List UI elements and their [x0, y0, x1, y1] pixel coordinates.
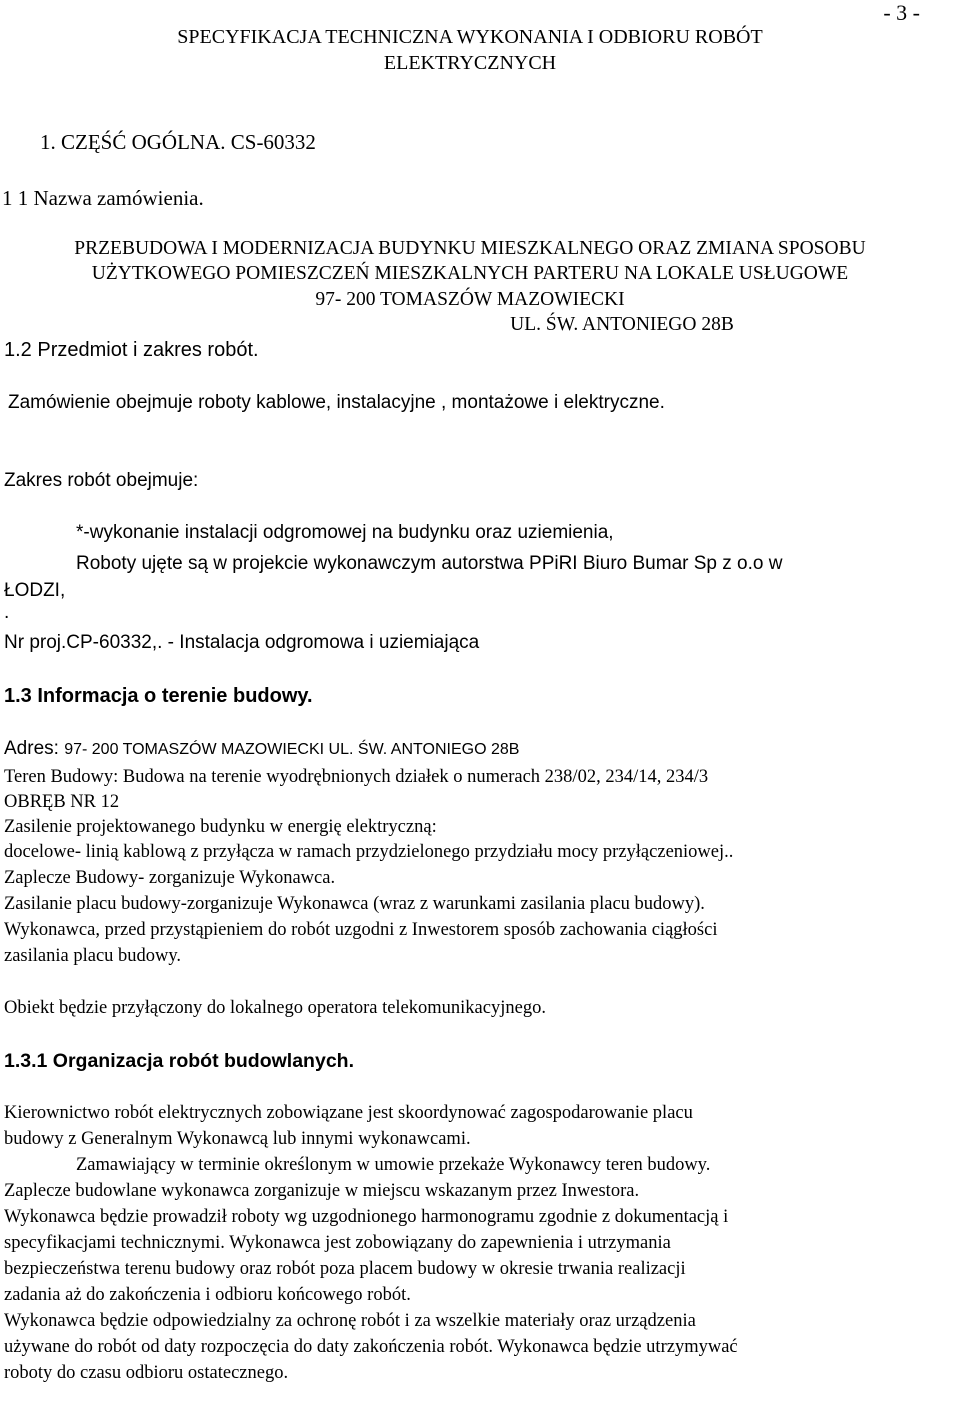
organization-line: Zamawiający w terminie określonym w umowie przekaże Wykonawcy teren budowy. — [76, 1155, 711, 1175]
project-name-line: UL. ŚW. ANTONIEGO 28B — [510, 314, 734, 335]
address-value: 97- 200 TOMASZÓW MAZOWIECKI UL. ŚW. ANTONIEGO 28B — [64, 741, 520, 758]
organization-line: zadania aż do zakończenia i odbioru końcowego robót. — [4, 1285, 411, 1305]
address-label: Adres: — [4, 738, 65, 759]
section11-heading: 1 1 Nazwa zamówienia. — [2, 186, 204, 210]
site-info-line: Zasilenie projektowanego budynku w energię elektryczną: — [4, 817, 437, 837]
section12-heading: 1.2 Przedmiot i zakres robót. — [4, 339, 259, 361]
telecom-line: Obiekt będzie przyłączony do lokalnego operatora telekomunikacyjnego. — [4, 998, 546, 1018]
site-info-line: Teren Budowy: Budowa na terenie wyodrębnionych działek o numerach 238/02, 234/14, 234/3 — [4, 767, 709, 787]
organization-line: używane do robót od daty rozpoczęcia do daty zakończenia robót. Wykonawca będzie utrzymywać — [4, 1337, 738, 1357]
organization-line: Wykonawca będzie prowadził roboty wg uzgodnionego harmonogramu zgodnie z dokumentacją i — [4, 1207, 729, 1227]
project-number-text: Nr proj.CP-60332,. - Instalacja odgromowa i uziemiająca — [4, 632, 480, 653]
project-name-line: UŻYTKOWEGO POMIESZCZEŃ MIESZKALNYCH PARTERU NA LOKALE USŁUGOWE — [91, 263, 849, 284]
project-name-line: 97- 200 TOMASZÓW MAZOWIECKI — [315, 289, 625, 310]
address-line — [4, 738, 519, 760]
site-info-line: Zaplecze Budowy- zorganizuje Wykonawca. — [4, 868, 336, 888]
site-info-line: Zasilanie placu budowy-zorganizuje Wykonawca (wraz z warunkami zasilania placu budowy). — [4, 894, 705, 914]
scope-item: *-wykonanie instalacji odgromowej na budynku oraz uziemienia, — [76, 522, 614, 543]
organization-line: Wykonawca będzie odpowiedzialny za ochronę robót i za wszelkie materiały oraz urządzenia — [4, 1311, 696, 1331]
site-info-line: Wykonawca, przed przystąpieniem do robót uzgodni z Inwestorem sposób zachowania ciągłości — [4, 920, 718, 940]
section13-heading: 1.3 Informacja o terenie budowy. — [4, 685, 313, 707]
page-number: - 3 - — [883, 0, 920, 25]
organization-line: specyfikacjami technicznymi. Wykonawca jest zobowiązany do zapewnienia i utrzymania — [4, 1233, 671, 1253]
project-name-line: PRZEBUDOWA I MODERNIZACJA BUDYNKU MIESZKALNEGO ORAZ ZMIANA SPOSOBU — [74, 238, 866, 259]
document-title-line2: ELEKTRYCZNYCH — [383, 52, 557, 74]
document-title-line1: SPECYFIKACJA TECHNICZNA WYKONANIA I ODBIORU ROBÓT — [177, 26, 763, 48]
works-scope-heading: Zakres robót obejmuje: — [4, 470, 199, 491]
organization-line: Kierownictwo robót elektrycznych zobowiązane jest skoordynować zagospodarowanie placu — [4, 1103, 693, 1123]
scope-item: Roboty ujęte są w projekcie wykonawczym autorstwa PPiRI Biuro Bumar Sp z o.o w — [76, 553, 783, 574]
organization-line: Zaplecze budowlane wykonawca zorganizuje w miejscu wskazanym przez Inwestora. — [4, 1181, 640, 1201]
dot-line: . — [4, 602, 10, 623]
section1-heading: 1. CZĘŚĆ OGÓLNA. CS-60332 — [40, 130, 316, 154]
site-info-line: docelowe- linią kablową z przyłącza w ramach przydzielonego przydziału mocy przyłączeniowej.. — [4, 842, 734, 862]
organization-line: budowy z Generalnym Wykonawcą lub innymi wykonawcami. — [4, 1129, 471, 1149]
section131-heading: 1.3.1 Organizacja robót budowlanych. — [4, 1050, 354, 1072]
scope-item-continuation: ŁODZI, — [4, 580, 66, 601]
organization-line: bezpieczeństwa terenu budowy oraz robót poza placem budowy w okresie trwania realizacji — [4, 1259, 686, 1279]
site-info-line: zasilania placu budowy. — [4, 946, 182, 966]
order-scope-text: Zamówienie obejmuje roboty kablowe, instalacyjne , montażowe i elektryczne. — [8, 392, 665, 413]
site-info-line: OBRĘB NR 12 — [4, 792, 120, 812]
organization-line: roboty do czasu odbioru ostatecznego. — [4, 1363, 289, 1383]
